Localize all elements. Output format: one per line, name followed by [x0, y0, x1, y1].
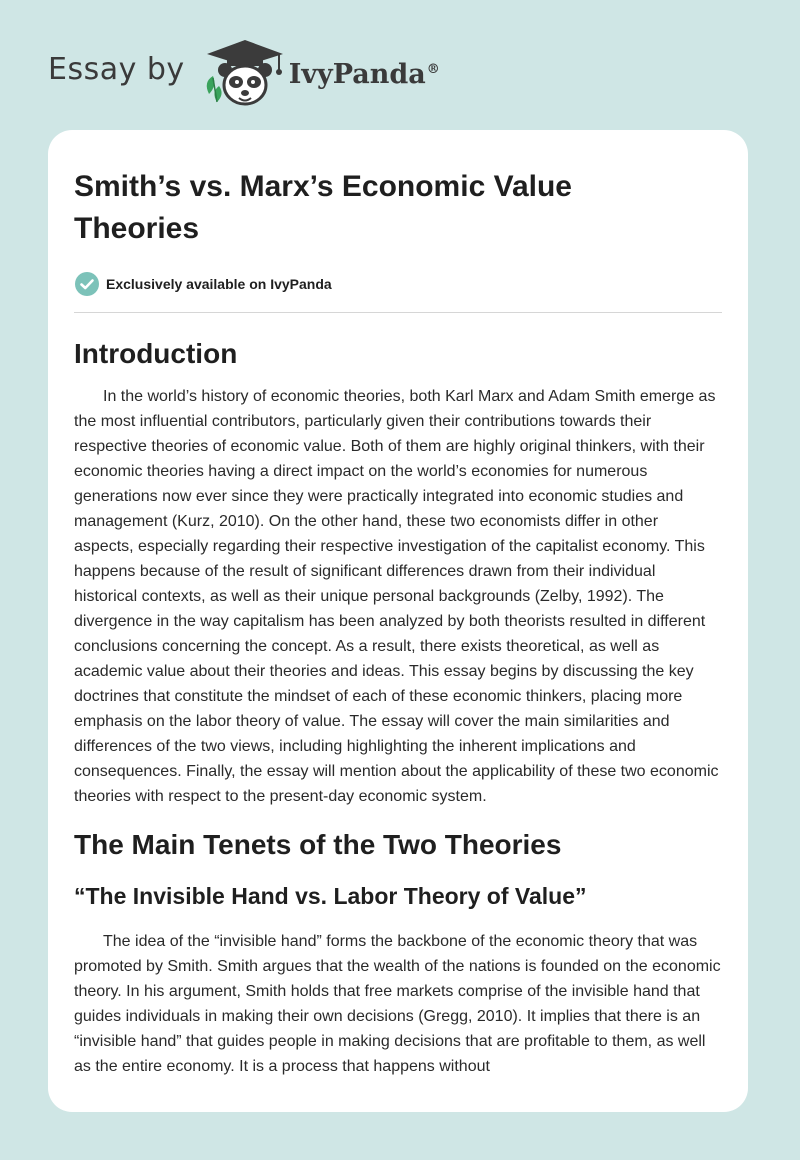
exclusive-badge — [74, 270, 722, 298]
brand-name[interactable]: IvyPanda® — [288, 58, 440, 90]
divider — [74, 312, 722, 313]
brand-prefix: Essay by — [48, 51, 185, 87]
section-heading-introduction: Introduction — [74, 338, 238, 369]
check-circle-icon — [74, 271, 100, 297]
invisible-hand-paragraph: The idea of the “invisible hand” forms the backbone of the economic theory that was promoted by Smith. Smith argues that the wealth of the nations is founded on the economic theory. In his argument, Smith holds that free markets comprise of the invisible hand that guides individuals in making their own decisions (Gregg, 2010). It implies that there is an “invisible hand” that guides people in making decisions that are profitable to them, as well as the entire economy. It is a process that happens without — [74, 933, 721, 1075]
subsection-heading-invisible-hand: “The Invisible Hand vs. Labor Theory of Value” — [74, 883, 587, 909]
section-heading-main-tenets: The Main Tenets of the Two Theories — [74, 829, 562, 860]
site-header — [48, 36, 440, 108]
exclusive-badge-text: Exclusively available on IvyPanda — [106, 276, 332, 292]
panda-graduate-logo-icon[interactable] — [199, 36, 287, 108]
essay-card — [48, 130, 748, 1112]
registered-mark: ® — [426, 61, 440, 77]
essay-title: Smith’s vs. Marx’s Economic Value Theories — [74, 170, 572, 245]
introduction-paragraph: In the world’s history of economic theories, both Karl Marx and Adam Smith emerge as the most influential contributors, particularly given their contributions towards their respective theories of economic value. Both of them are highly original thinkers, with their economic theories having a direct impact on the world’s economies for numerous generations now ever since they were practically integrated into economic studies and management (Kurz, 2010). On the other hand, these two economists differ in other aspects, especially regarding their respective investigation of the capitalist economy. This happens because of the result of significant differences drawn from their individual historical contexts, as well as their unique personal backgrounds (Zelby, 1992). The divergence in the way capitalism has been analyzed by both theorists resulted in different conclusions concerning the concept. As a result, there exists theoretical, as well as academic value about their theories and ideas. This essay begins by discussing the key doctrines that constitute the mindset of each of these economic thinkers, placing more emphasis on the labor theory of value. The essay will cover the main similarities and differences of the two views, including highlighting the inherent implications and consequences. Finally, the essay will mention about the applicability of these two economic theories with respect to the present-day economic system. — [74, 388, 719, 805]
